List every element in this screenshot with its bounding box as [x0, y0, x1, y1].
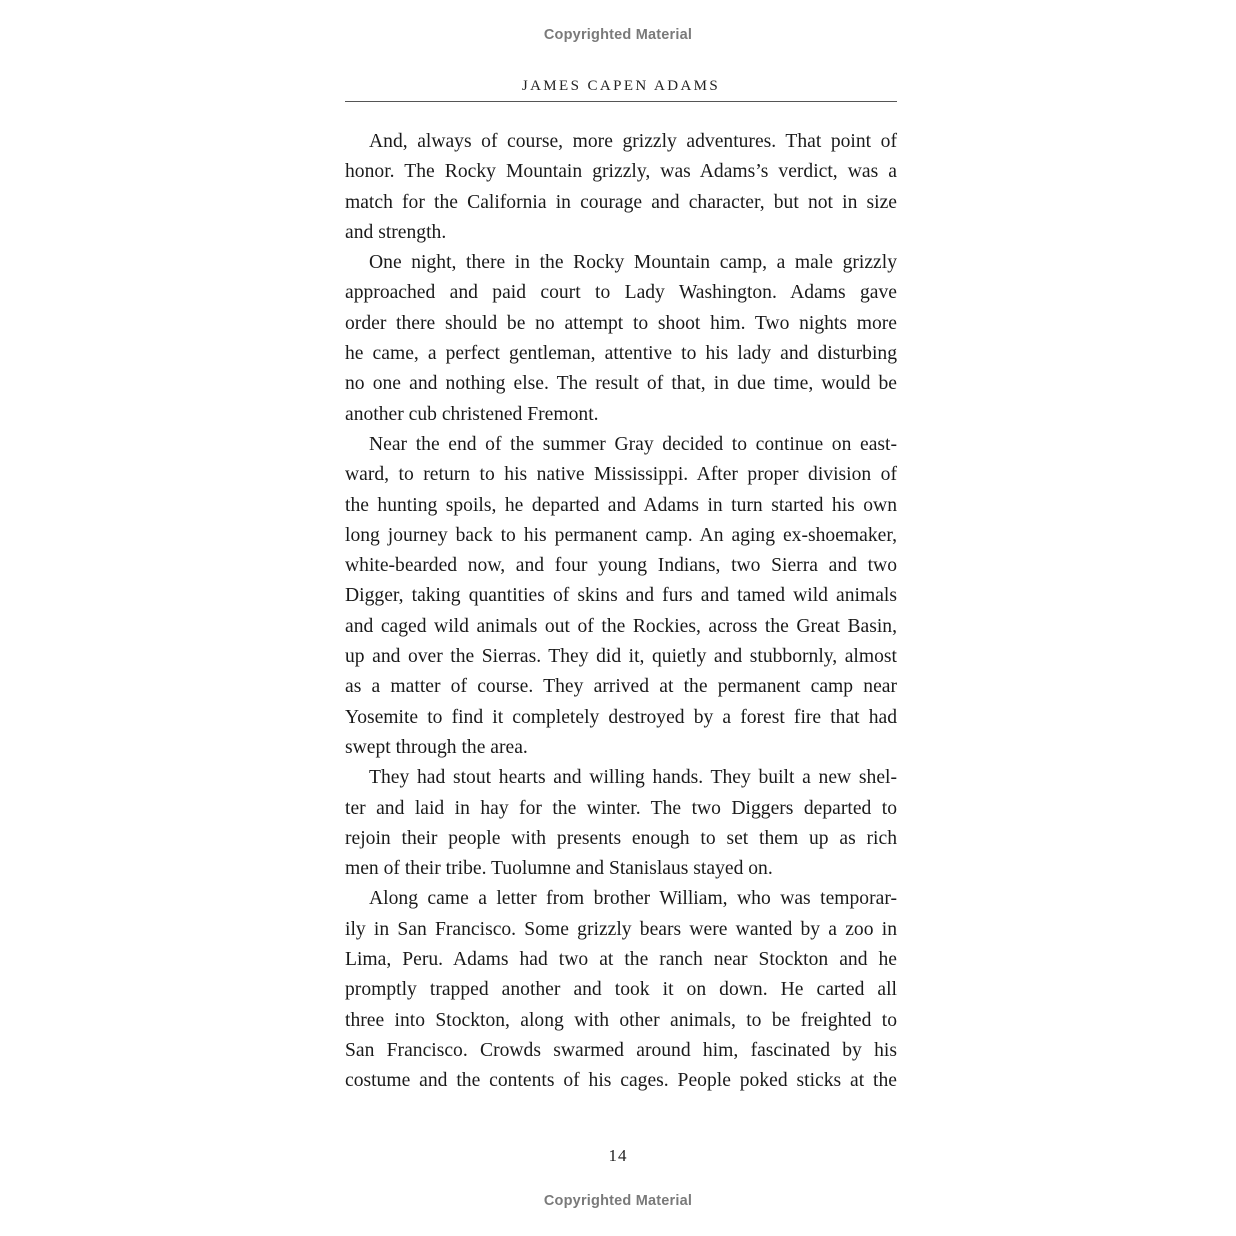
text-line: Near the end of the summer Gray decided to continue on east- [369, 433, 897, 455]
text-line: One night, there in the Rocky Mountain camp, a male grizzly [369, 252, 897, 274]
paragraph-4 [345, 763, 897, 884]
text-line: San Francisco. Crowds swarmed around him, fascinated by his [345, 1039, 897, 1061]
text-line: ily in San Francisco. Some grizzly bears were wanted by a zoo in [345, 918, 897, 940]
text-line: approached and paid court to Lady Washington. Adams gave [345, 282, 897, 304]
text-line: and strength. [345, 221, 447, 243]
text-line: And, always of course, more grizzly adventures. That point of [369, 131, 897, 152]
text-line: promptly trapped another and took it on down. He carted all [345, 979, 897, 1001]
text-line: Lima, Peru. Adams had two at the ranch near Stockton and he [345, 949, 897, 971]
text-line: honor. The Rocky Mountain grizzly, was Adams’s verdict, was a [345, 161, 897, 183]
copyright-watermark-bottom: Copyrighted Material [543, 1193, 693, 1209]
paragraph-3 [345, 430, 897, 763]
text-line: costume and the contents of his cages. People poked sticks at the [345, 1070, 897, 1092]
text-line: order there should be no attempt to shoot him. Two nights more [345, 312, 897, 334]
text-line: long journey back to his permanent camp. An aging ex-shoemaker, [345, 524, 897, 546]
text-line: and caged wild animals out of the Rockies, across the Great Basin, [345, 615, 897, 637]
text-line: no one and nothing else. The result of that, in due time, would be [345, 373, 897, 395]
text-line: Along came a letter from brother William, who was temporar- [369, 888, 897, 910]
paragraph-5 [345, 884, 897, 1096]
text-line: men of their tribe. Tuolumne and Stanislaus stayed on. [345, 858, 773, 880]
paragraph-2 [345, 248, 897, 430]
text-line: Yosemite to find it completely destroyed by a forest fire that had [345, 706, 897, 728]
text-line: up and over the Sierras. They did it, quietly and stubbornly, almost [345, 646, 897, 668]
text-line: as a matter of course. They arrived at the permanent camp near [345, 676, 897, 698]
header-rule [345, 101, 897, 102]
text-line: They had stout hearts and willing hands. They built a new shel- [369, 767, 897, 789]
page-number: 14 [608, 1146, 628, 1165]
text-line: three into Stockton, along with other animals, to be freighted to [345, 1009, 897, 1031]
text-line: ward, to return to his native Mississippi. After proper division of [345, 464, 897, 486]
text-line: Digger, taking quantities of skins and furs and tamed wild animals [345, 585, 897, 607]
text-line: ter and laid in hay for the winter. The two Diggers departed to [345, 797, 897, 819]
paragraph-1 [345, 127, 897, 248]
text-line: swept through the area. [345, 736, 528, 758]
text-line: another cub christened Fremont. [345, 403, 599, 425]
text-line: rejoin their people with presents enough to set them up as rich [345, 827, 897, 849]
body-text [345, 127, 897, 1097]
text-line: he came, a perfect gentleman, attentive to his lady and disturbing [345, 343, 897, 365]
running-head: JAMES CAPEN ADAMS [521, 78, 721, 94]
text-line: the hunting spoils, he departed and Adams in turn started his own [345, 494, 897, 516]
text-line: white-bearded now, and four young Indians, two Sierra and two [345, 555, 897, 577]
text-line: match for the California in courage and character, but not in size [345, 191, 897, 213]
copyright-watermark-top: Copyrighted Material [543, 27, 693, 43]
